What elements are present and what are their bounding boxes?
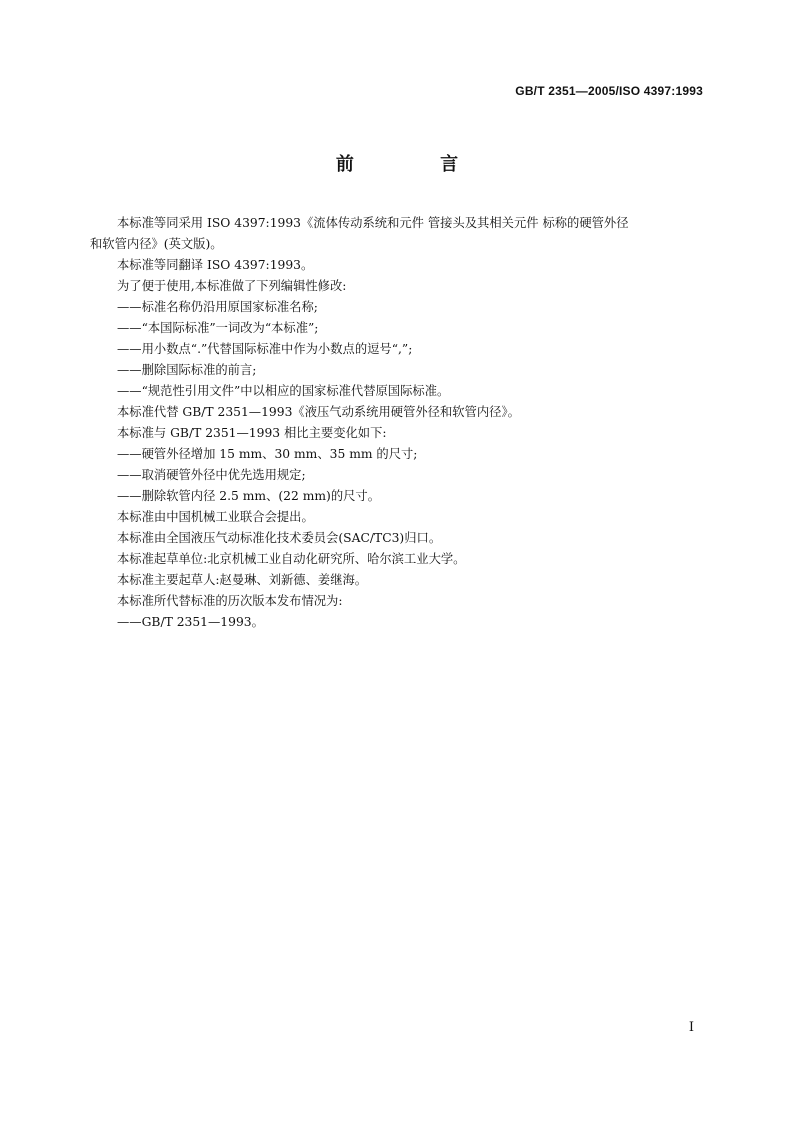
preface-body [90,213,704,633]
preface-line: 本标准所代替标准的历次版本发布情况为: [117,594,343,608]
preface-line: 为了便于使用,本标准做了下列编辑性修改: [117,279,347,293]
preface-list-item: ——删除软管内径 2.5 mm、(22 mm)的尺寸。 [117,489,381,503]
preface-line: 和软管内径》(英文版)。 [90,237,223,251]
preface-line: 本标准主要起草人:赵曼琳、刘新德、姜继海。 [117,573,368,587]
standard-code-header: GB/T 2351—2005/ISO 4397:1993 [515,84,703,98]
preface-line: 本标准与 GB/T 2351—1993 相比主要变化如下: [117,426,387,440]
preface-line: 本标准等同翻译 ISO 4397:1993。 [117,258,314,272]
preface-line: 本标准由全国液压气动标准化技术委员会(SAC/TC3)归口。 [117,531,442,545]
preface-list-item: ——用小数点“.”代替国际标准中作为小数点的逗号“,”; [117,342,413,356]
page-title: 前 言 [335,154,499,175]
preface-list-item: ——“规范性引用文件”中以相应的国家标准代替原国际标准。 [117,384,450,398]
preface-list-item: ——标准名称仍沿用原国家标准名称; [117,300,318,314]
preface-line: 本标准等同采用 ISO 4397:1993《流体传动系统和元件 管接头及其相关元件 标称的硬管外径 [117,216,629,230]
preface-line: 本标准由中国机械工业联合会提出。 [117,510,314,524]
preface-list-item: ——“本国际标准”一词改为“本标准”; [117,321,319,335]
preface-list-item: ——硬管外径增加 15 mm、30 mm、35 mm 的尺寸; [117,447,418,461]
preface-list-item: ——取消硬管外径中优先选用规定; [117,468,306,482]
preface-line: 本标准起草单位:北京机械工业自动化研究所、哈尔滨工业大学。 [117,552,466,566]
preface-list-item: ——GB/T 2351—1993。 [117,615,264,629]
preface-line: 本标准代替 GB/T 2351—1993《液压气动系统用硬管外径和软管内径》。 [117,405,520,419]
preface-list-item: ——删除国际标准的前言; [117,363,257,377]
page-number: I [688,1020,694,1035]
